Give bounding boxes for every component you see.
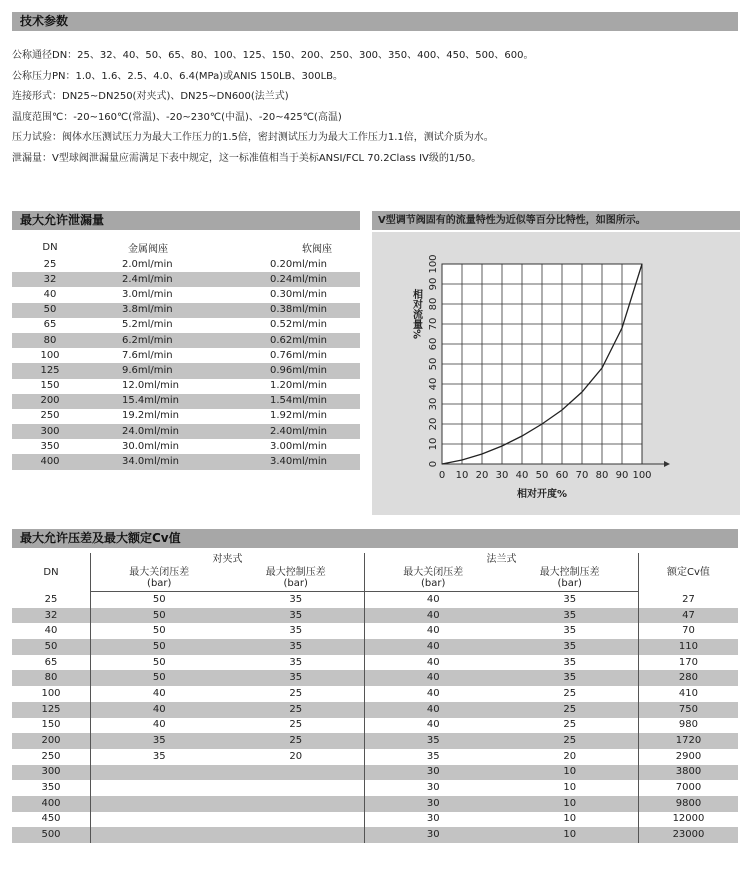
x-tick-label: 10 (455, 470, 469, 481)
y-tick-label: 50 (428, 357, 439, 371)
cv-header-flange: 法兰式 (364, 553, 638, 566)
table-cell: 50 (12, 303, 88, 318)
chart-panel (372, 232, 740, 515)
table-row (12, 424, 360, 439)
table-cell: 23000 (638, 827, 738, 843)
table-cell: 40 (364, 639, 501, 655)
spec-line: 公称压力PN：1.0、1.6、2.5、4.0、6.4(MPa)或ANIS 150LB、300LB。 (12, 70, 344, 82)
spec-line: 公称通径DN：25、32、40、50、65、80、100、125、150、200、250、300、350、400、450、500、600。 (12, 50, 534, 61)
table-cell: 40 (91, 718, 228, 734)
table-row (12, 379, 360, 394)
table-cell: 10 (563, 813, 577, 825)
table-cell: 2.4ml/min (88, 272, 252, 287)
table-row (12, 303, 360, 318)
table-cell: 1720 (638, 733, 738, 749)
table-row (12, 454, 360, 469)
y-tick-label: 60 (428, 337, 439, 351)
table-cell: 410 (638, 686, 738, 702)
table-row (12, 439, 360, 454)
y-tick-label: 80 (428, 297, 439, 311)
table-cell: 5.2ml/min (122, 319, 173, 331)
table-cell: 35 (289, 656, 303, 668)
table-cell: 35 (227, 608, 364, 624)
table-row (12, 749, 738, 765)
table-cell: 35 (227, 670, 364, 686)
cv-header-wafer-control: 最大控制压差 (bar) (227, 566, 364, 592)
table-cell: 150 (41, 719, 61, 731)
table-cell: 50 (12, 639, 91, 655)
table-cell: 35 (364, 749, 501, 765)
cv-header-wafer: 对夹式 (91, 553, 365, 566)
section-title-tech-params: 技术参数 (12, 12, 738, 31)
table-cell: 0.96ml/min (252, 363, 360, 378)
x-tick-label: 100 (632, 470, 652, 481)
table-cell: 2.40ml/min (252, 424, 360, 439)
table-cell: 25 (563, 687, 577, 699)
table-cell: 200 (12, 733, 91, 749)
table-row (12, 608, 738, 624)
table-row (12, 318, 360, 333)
table-cell: 20 (563, 750, 577, 762)
table-cell: 30 (364, 827, 501, 843)
table-cell: 350 (40, 440, 60, 452)
table-cell: 35 (563, 625, 577, 637)
table-cell: 15.4ml/min (88, 394, 252, 409)
table-cell: 50 (91, 639, 228, 655)
spec-line: 温度范围℃：-20~160℃(常温)、-20~230℃(中温)、-20~425℃(高温) (12, 111, 342, 123)
y-tick-label: 70 (428, 317, 439, 331)
y-tick-label: 90 (428, 277, 439, 291)
table-row (12, 733, 738, 749)
table-cell (227, 827, 364, 843)
table-row (12, 796, 738, 812)
table-cell: 280 (638, 670, 738, 686)
spec-line: 连接形式：DN25~DN250(对夹式)、DN25~DN600(法兰式) (12, 91, 289, 102)
y-tick-label: 10 (428, 437, 439, 451)
y-tick-label: 40 (428, 377, 439, 391)
y-axis-label: 相对流量% (410, 288, 422, 340)
table-cell: 50 (91, 592, 228, 608)
table-row (12, 592, 738, 608)
table-cell: 40 (364, 686, 501, 702)
table-cell: 250 (40, 410, 60, 422)
leakage-table (12, 238, 360, 470)
table-cell: 32 (12, 272, 88, 287)
table-cell: 35 (563, 593, 577, 605)
table-row (12, 765, 738, 781)
x-tick-label: 0 (438, 470, 446, 481)
cv-header-flange-close: 最大关闭压差 (bar) (364, 566, 501, 592)
table-cell (91, 812, 228, 828)
table-cell: 25 (501, 702, 638, 718)
table-cell: 12000 (638, 812, 738, 828)
x-tick-label: 40 (515, 470, 529, 481)
cv-header-dn: DN (43, 566, 59, 578)
table-cell: 1.54ml/min (252, 394, 360, 409)
table-cell: 1.92ml/min (270, 410, 328, 422)
table-cell: 25 (44, 593, 58, 605)
table-cell: 450 (41, 813, 61, 825)
table-cell: 3.40ml/min (252, 454, 360, 469)
table-cell: 9800 (638, 796, 738, 812)
table-cell: 40 (364, 670, 501, 686)
x-tick-label: 50 (535, 470, 549, 481)
table-cell: 0.30ml/min (270, 288, 328, 300)
table-cell: 35 (563, 656, 577, 668)
table-cell: 2900 (638, 749, 738, 765)
table-cell: 125 (12, 363, 88, 378)
table-cell: 0.52ml/min (270, 319, 328, 331)
table-cell: 40 (364, 608, 501, 624)
table-cell: 9.6ml/min (88, 363, 252, 378)
table-cell: 200 (12, 394, 88, 409)
table-cell: 30 (364, 780, 501, 796)
table-cell: 30 (364, 796, 501, 812)
table-cell: 300 (12, 424, 88, 439)
table-row (12, 272, 360, 287)
y-tick-label: 0 (428, 460, 439, 468)
table-row (12, 623, 738, 639)
table-cell: 34.0ml/min (88, 454, 252, 469)
table-cell: 35 (289, 593, 303, 605)
table-cell: 10 (501, 827, 638, 843)
table-cell: 40 (43, 288, 57, 300)
table-cell: 40 (91, 702, 228, 718)
table-cell: 40 (44, 625, 58, 637)
y-tick-label: 30 (428, 397, 439, 411)
table-cell: 50 (91, 670, 228, 686)
table-cell (227, 796, 364, 812)
table-cell: 27 (638, 592, 738, 608)
table-cell: 3800 (638, 765, 738, 781)
table-row (12, 363, 360, 378)
table-cell: 35 (91, 749, 228, 765)
cv-header-flange-control: 最大控制压差 (bar) (501, 566, 638, 592)
table-row (12, 409, 360, 424)
table-cell: 19.2ml/min (122, 410, 180, 422)
table-cell: 3.0ml/min (122, 288, 173, 300)
table-row (12, 686, 738, 702)
table-row (12, 348, 360, 363)
table-cell: 40 (364, 702, 501, 718)
table-cell: 35 (91, 733, 228, 749)
chart-title: V型调节阀固有的流量特性为近似等百分比特性，如图所示。 (372, 211, 740, 230)
leak-header-soft: 软阀座 (302, 244, 332, 255)
table-cell: 7.6ml/min (122, 349, 173, 361)
table-row (12, 333, 360, 348)
table-cell: 32 (12, 608, 91, 624)
table-cell: 0.24ml/min (252, 272, 360, 287)
table-cell: 7000 (638, 780, 738, 796)
table-cell: 35 (364, 733, 501, 749)
table-row (12, 827, 738, 843)
table-row (12, 287, 360, 302)
table-cell: 35 (501, 608, 638, 624)
table-row (12, 812, 738, 828)
table-cell: 250 (41, 750, 61, 762)
table-cell: 10 (563, 782, 577, 794)
table-cell: 65 (44, 656, 58, 668)
table-cell: 0.62ml/min (252, 333, 360, 348)
table-cell: 25 (289, 687, 303, 699)
table-cell: 2.0ml/min (122, 258, 173, 270)
table-row (12, 718, 738, 734)
table-cell: 0.38ml/min (252, 303, 360, 318)
y-tick-label: 100 (428, 254, 439, 274)
table-cell: 400 (12, 454, 88, 469)
table-cell: 170 (638, 655, 738, 671)
y-tick-label: 20 (428, 417, 439, 431)
table-row (12, 780, 738, 796)
table-cell: 25 (563, 719, 577, 731)
table-cell: 40 (364, 718, 501, 734)
x-tick-label: 80 (595, 470, 609, 481)
table-cell: 40 (364, 592, 501, 608)
table-cell: 40 (364, 623, 501, 639)
table-cell: 30.0ml/min (122, 440, 180, 452)
spec-line: 压力试验：阀体水压测试压力为最大工作压力的1.5倍，密封测试压力为最大工作压力1.1倍，测试介质为水。 (12, 132, 494, 143)
cv-table (12, 553, 738, 843)
section-title-max-leakage: 最大允许泄漏量 (12, 211, 360, 230)
table-cell: 35 (227, 639, 364, 655)
table-cell (91, 796, 228, 812)
table-cell: 80 (12, 670, 91, 686)
table-cell: 750 (638, 702, 738, 718)
section-title-max-pressure-cv: 最大允许压差及最大额定Cv值 (12, 529, 738, 548)
table-cell: 25 (227, 733, 364, 749)
table-cell: 30 (364, 765, 501, 781)
x-tick-label: 90 (615, 470, 629, 481)
table-cell: 12.0ml/min (122, 380, 180, 392)
table-cell: 3.00ml/min (270, 440, 328, 452)
cv-header-wafer-close: 最大关闭压差 (bar) (91, 566, 228, 592)
table-cell: 1.20ml/min (270, 380, 328, 392)
table-cell: 25 (43, 258, 57, 270)
x-tick-label: 20 (475, 470, 489, 481)
flow-characteristic-chart (372, 232, 740, 515)
table-cell: 65 (43, 319, 57, 331)
table-cell: 47 (638, 608, 738, 624)
table-cell: 40 (91, 686, 228, 702)
table-cell: 0.76ml/min (270, 349, 328, 361)
table-row (12, 394, 360, 409)
table-cell (227, 812, 364, 828)
table-cell (91, 827, 228, 843)
table-cell (227, 765, 364, 781)
table-cell: 35 (501, 639, 638, 655)
spec-line: 泄漏量：V型球阀泄漏量应需满足下表中规定，这一标准值相当于美标ANSI/FCL 70.2Class IV级的1/50。 (12, 152, 482, 164)
x-axis-label: 相对开度% (516, 489, 568, 500)
leak-header-metal: 金属阀座 (128, 244, 168, 255)
table-cell: 300 (12, 765, 91, 781)
table-cell: 35 (289, 625, 303, 637)
leak-header-dn: DN (42, 242, 58, 253)
table-cell: 3.8ml/min (88, 303, 252, 318)
table-cell: 25 (289, 719, 303, 731)
x-tick-label: 70 (575, 470, 589, 481)
x-tick-label: 60 (555, 470, 569, 481)
table-cell: 100 (40, 349, 60, 361)
cv-header-cv: 额定Cv值 (638, 553, 738, 592)
table-cell: 350 (41, 782, 61, 794)
table-cell: 10 (501, 796, 638, 812)
table-cell: 0.20ml/min (270, 258, 328, 270)
table-cell: 500 (12, 827, 91, 843)
table-cell: 35 (501, 670, 638, 686)
table-cell (91, 765, 228, 781)
table-cell: 40 (364, 655, 501, 671)
table-cell: 125 (12, 702, 91, 718)
table-cell: 20 (289, 750, 303, 762)
table-row (12, 655, 738, 671)
table-cell: 980 (638, 718, 738, 734)
x-tick-label: 30 (495, 470, 509, 481)
table-cell: 150 (40, 380, 60, 392)
table-cell: 70 (638, 623, 738, 639)
table-row (12, 670, 738, 686)
table-cell (227, 780, 364, 796)
table-cell: 80 (12, 333, 88, 348)
table-cell: 50 (91, 655, 228, 671)
table-cell: 24.0ml/min (88, 424, 252, 439)
table-cell: 25 (501, 733, 638, 749)
table-row (12, 702, 738, 718)
table-cell: 25 (227, 702, 364, 718)
table-cell: 50 (91, 623, 228, 639)
table-cell: 30 (364, 812, 501, 828)
table-cell: 100 (41, 687, 61, 699)
table-cell: 10 (501, 765, 638, 781)
table-row (12, 257, 360, 272)
table-cell (91, 780, 228, 796)
table-cell: 50 (91, 608, 228, 624)
table-cell: 6.2ml/min (88, 333, 252, 348)
x-axis-arrow (664, 461, 670, 467)
table-row (12, 639, 738, 655)
table-cell: 110 (638, 639, 738, 655)
table-cell: 400 (12, 796, 91, 812)
